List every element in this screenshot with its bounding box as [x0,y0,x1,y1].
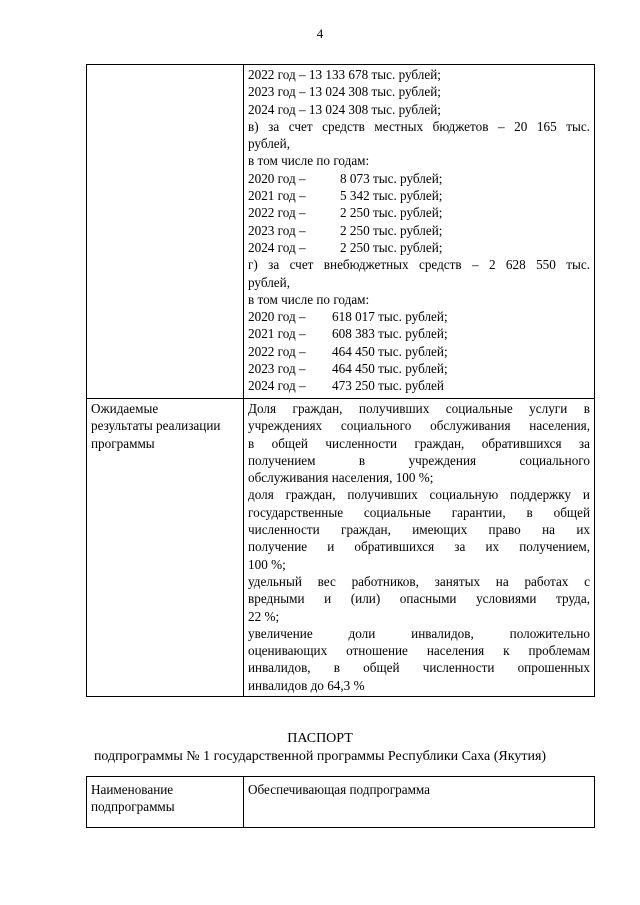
text-line: 2024 год – 13 024 308 тыс. рублей; [248,101,441,117]
text-line: в) за счет средств местных бюджетов – 20 165 тыс. [248,118,590,134]
text-line: инвалидов, в общей численности опрошенных [248,660,590,676]
expected-results-text [244,399,595,697]
text-line: Доля граждан, получивших социальные услуги в [248,401,590,416]
local-year-line: 2023 год – 2 250 тыс. рублей; [248,222,443,238]
text-line: обслуживания населения, 100 %; [248,470,434,486]
local-year-line: 2024 год – 2 250 тыс. рублей; [248,239,443,255]
subprogram-name-label: Наименование подпрограммы [87,777,244,828]
text-line: государственные социальные гарантии, в общей [248,504,590,520]
text-line: инвалидов до 64,3 % [248,677,365,693]
text-line: вредными и (или) опасными условиями труда, [248,591,590,607]
text-line: рублей, [248,136,291,152]
local-year-line: 2020 год – 8 073 тыс. рублей; [248,170,443,186]
passport-title: ПАСПОРТ [287,731,353,746]
extra-year-line: 2021 год – 608 383 тыс. рублей; [248,326,448,342]
text-line: учреждениях социального обслуживания населения, [248,418,590,434]
text-line: численности граждан, имеющих право на их [248,522,590,538]
local-year-line: 2021 год – 5 342 тыс. рублей; [248,188,443,204]
text-line: 2022 год – 13 133 678 тыс. рублей; [248,67,441,82]
extra-year-line: 2022 год – 464 450 тыс. рублей; [248,343,448,359]
text-line: получение и обратившихся за их получением, [248,539,590,555]
text-line: доля граждан, получивших социальную поддержку и [248,487,590,503]
text-line: рублей, [248,274,291,290]
local-year-line: 2022 год – 2 250 тыс. рублей; [248,205,443,221]
text-line: получением в учреждения социального [248,452,590,468]
text-line: 2023 год – 13 024 308 тыс. рублей; [248,84,441,100]
text-line: удельный вес работников, занятых на работах с [248,573,590,589]
page-number: 4 [316,26,324,41]
text-line: г) за счет внебюджетных средств – 2 628 550 тыс. [248,257,590,273]
text-line: 22 %; [248,608,280,624]
table-row [87,65,595,399]
passport-subtitle: подпрограммы № 1 государственной программы Республики Саха (Якутия) [93,749,547,764]
table-row [87,399,595,697]
text-line: оценивающих отношение населения к проблемам [248,643,590,659]
expected-results-label: Ожидаемые результаты реализации программы [87,399,244,697]
program-passport-table [86,64,595,697]
text-line: в том числе по годам: [248,291,370,307]
text-line: в том числе по годам: [248,153,370,169]
extra-year-line: 2020 год – 618 017 тыс. рублей; [248,309,448,325]
text-line: в общей численности граждан, обратившихся за [248,435,590,451]
text-line: увеличение доли инвалидов, положительно [248,625,590,641]
subprogram-passport-table [86,776,595,828]
extra-year-line: 2024 год – 473 250 тыс. рублей [248,378,444,394]
table-cell-empty [87,65,244,399]
text-line: 100 %; [248,556,286,572]
extra-year-line: 2023 год – 464 450 тыс. рублей; [248,361,448,377]
subprogram-name-value: Обеспечивающая подпрограмма [244,777,595,828]
table-row [87,777,595,828]
funding-cell [244,65,595,399]
